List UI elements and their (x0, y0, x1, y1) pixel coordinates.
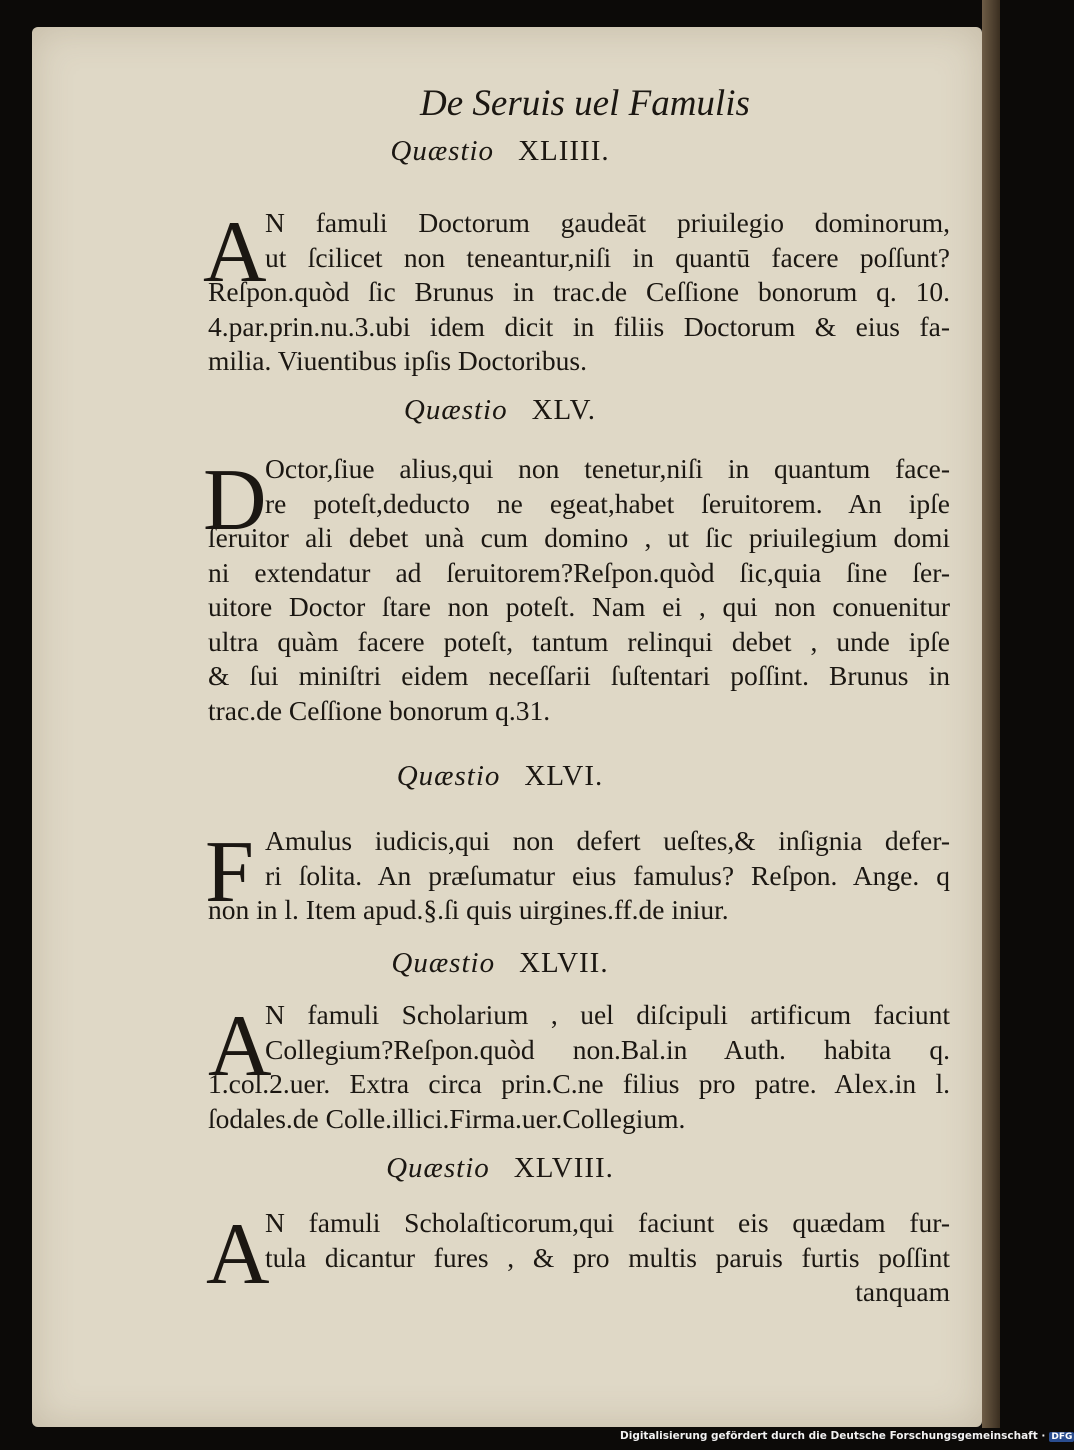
text-line: Amulus iudicis,qui non defert ueſtes,& inſignia defer- (265, 825, 950, 856)
text-line: & ſui miniſtri eidem neceſſarii ſuſtentari poſſint. Brunus in (208, 660, 950, 691)
heading-word: Quæstio (386, 1152, 490, 1184)
question-paragraph (208, 452, 950, 728)
text-line: ſodales.de Colle.illici.Firma.uer.Collegium. (208, 1102, 686, 1134)
text-line: N famuli Scholaſticorum,qui faciunt eis quædam fur- (265, 1207, 950, 1238)
text-line: uitore Doctor ſtare non poteſt. Nam ei , qui non conuenitur (208, 591, 950, 622)
text-line: tula dicantur fures , & pro multis paruis furtis poſſint (265, 1241, 950, 1273)
book-spine (982, 0, 1000, 1428)
heading-numeral: XLVII. (519, 947, 609, 979)
question-paragraph (208, 1206, 950, 1310)
catchword: tanquam (855, 1276, 950, 1307)
drop-initial: A (206, 1206, 270, 1303)
question-paragraph (208, 998, 950, 1136)
question-paragraph (208, 206, 950, 379)
text-line: non in l. Item apud.§.ſi quis uirgines.ff.de iniur. (208, 894, 729, 925)
question-heading (0, 760, 1000, 793)
heading-numeral: XLV. (531, 394, 597, 426)
text-line: ut ſcilicet non teneantur,niſi in quantū facere poſſunt? (265, 241, 950, 273)
heading-numeral: XLIIII. (518, 135, 610, 167)
text-line: 4.par.prin.nu.3.ubi idem dicit in filiis Doctorum & eius fa- (208, 310, 950, 342)
text-line: Octor,ſiue alius,qui non tenetur,niſi in quantum face- (265, 453, 950, 484)
text-line: N famuli Doctorum gaudeāt priuilegio dominorum, (265, 207, 950, 238)
text-line: milia. Viuentibus ipſis Doctoribus. (208, 345, 588, 376)
question-heading (0, 947, 1000, 980)
drop-initial: F (205, 824, 254, 921)
heading-word: Quæstio (403, 394, 508, 426)
text-line: N famuli Scholarium , uel diſcipuli artificum faciunt (265, 999, 950, 1030)
question-heading (0, 135, 1000, 168)
text-line: ri ſolita. An præſumatur eius famulus? Reſpon. Ange. q (265, 859, 950, 891)
text-line: ſeruitor ali debet unà cum domino , ut ſic priuilegium domi (208, 522, 950, 553)
running-head: De Seruis uel Famulis (420, 83, 750, 124)
text-line: trac.de Ceſſione bonorum q.31. (208, 694, 551, 726)
heading-word: Quæstio (390, 135, 495, 167)
digitization-footer (620, 1430, 1074, 1442)
footer-text: Digitalisierung gefördert durch die Deutsche Forschungsgemeinschaft · (620, 1430, 1046, 1442)
drop-initial: A (203, 204, 267, 301)
heading-numeral: XLVIII. (513, 1152, 614, 1184)
text-line: Collegium?Reſpon.quòd non.Bal.in Auth. habita q. (265, 1033, 950, 1065)
question-heading (0, 1152, 1000, 1185)
question-paragraph (208, 824, 950, 928)
text-line: Reſpon.quòd ſic Brunus in trac.de Ceſſione bonorum q. 10. (208, 276, 950, 307)
text-line: 1.col.2.uer. Extra circa prin.C.ne filius pro patre. Alex.in l. (208, 1068, 950, 1099)
heading-word: Quæstio (391, 947, 496, 979)
drop-initial: D (203, 452, 267, 549)
heading-word: Quæstio (396, 760, 501, 792)
question-heading (0, 394, 1000, 427)
text-line: re poteſt,deducto ne egeat,habet ſeruitorem. An ipſe (265, 487, 950, 519)
text-line: ni extendatur ad ſeruitorem?Reſpon.quòd ſic,quia ſine ſer- (208, 556, 950, 588)
drop-initial: A (208, 998, 272, 1095)
dfg-logo-icon: DFG (1051, 1432, 1073, 1442)
heading-numeral: XLVI. (524, 760, 604, 792)
text-line: ultra quàm facere poteſt, tantum relinqui debet , unde ipſe (208, 625, 950, 657)
